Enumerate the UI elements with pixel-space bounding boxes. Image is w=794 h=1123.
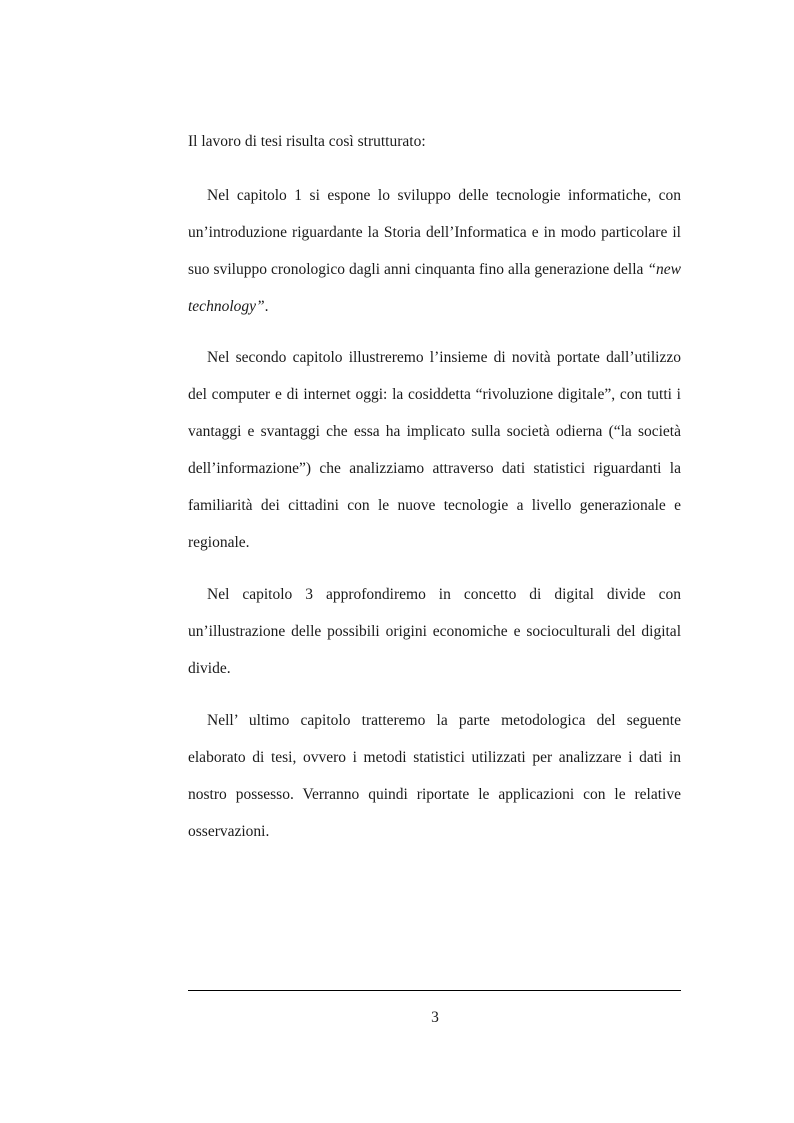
paragraph-chapter-4: Nell’ ultimo capitolo tratteremo la parte metodologica del seguente elaborato di tesi, ovvero i metodi statistici utilizzati per analizzare i dati in nostro possesso. Verranno quindi riportate le applicazioni con le relative osservazioni. xyxy=(188,712,681,840)
paragraph-chapter-1 xyxy=(188,177,681,325)
italic-term-new-technology: “new technology” xyxy=(188,261,681,315)
paragraph-chapter-3: Nel capitolo 3 approfondiremo in concetto di digital divide con un’illustrazione delle possibili origini economiche e socioculturali del digital divide. xyxy=(188,586,681,677)
footer-rule xyxy=(188,990,681,991)
paragraph-chapter-1-text: Nel capitolo 1 si espone lo sviluppo delle tecnologie informatiche, con un’introduzione riguardante la Storia dell’Informatica e in modo particolare il suo sviluppo cronologico dagli anni cinquanta fino alla generazione della xyxy=(188,187,681,278)
intro-line: Il lavoro di tesi risulta così strutturato: xyxy=(188,133,426,150)
page-number: 3 xyxy=(431,1009,439,1026)
paragraph-chapter-1-end: . xyxy=(264,298,269,315)
paragraph-chapter-2: Nel secondo capitolo illustreremo l’insieme di novità portate dall’utilizzo del computer e di internet oggi: la cosiddetta “rivoluzione digitale”, con tutti i vantaggi e svantaggi che essa ha implicato sulla società odierna (“la società dell’informazione”) che analizziamo attraverso dati statistici riguardanti la familiarità dei cittadini con le nuove tecnologie a livello generazionale e regionale. xyxy=(188,349,681,551)
